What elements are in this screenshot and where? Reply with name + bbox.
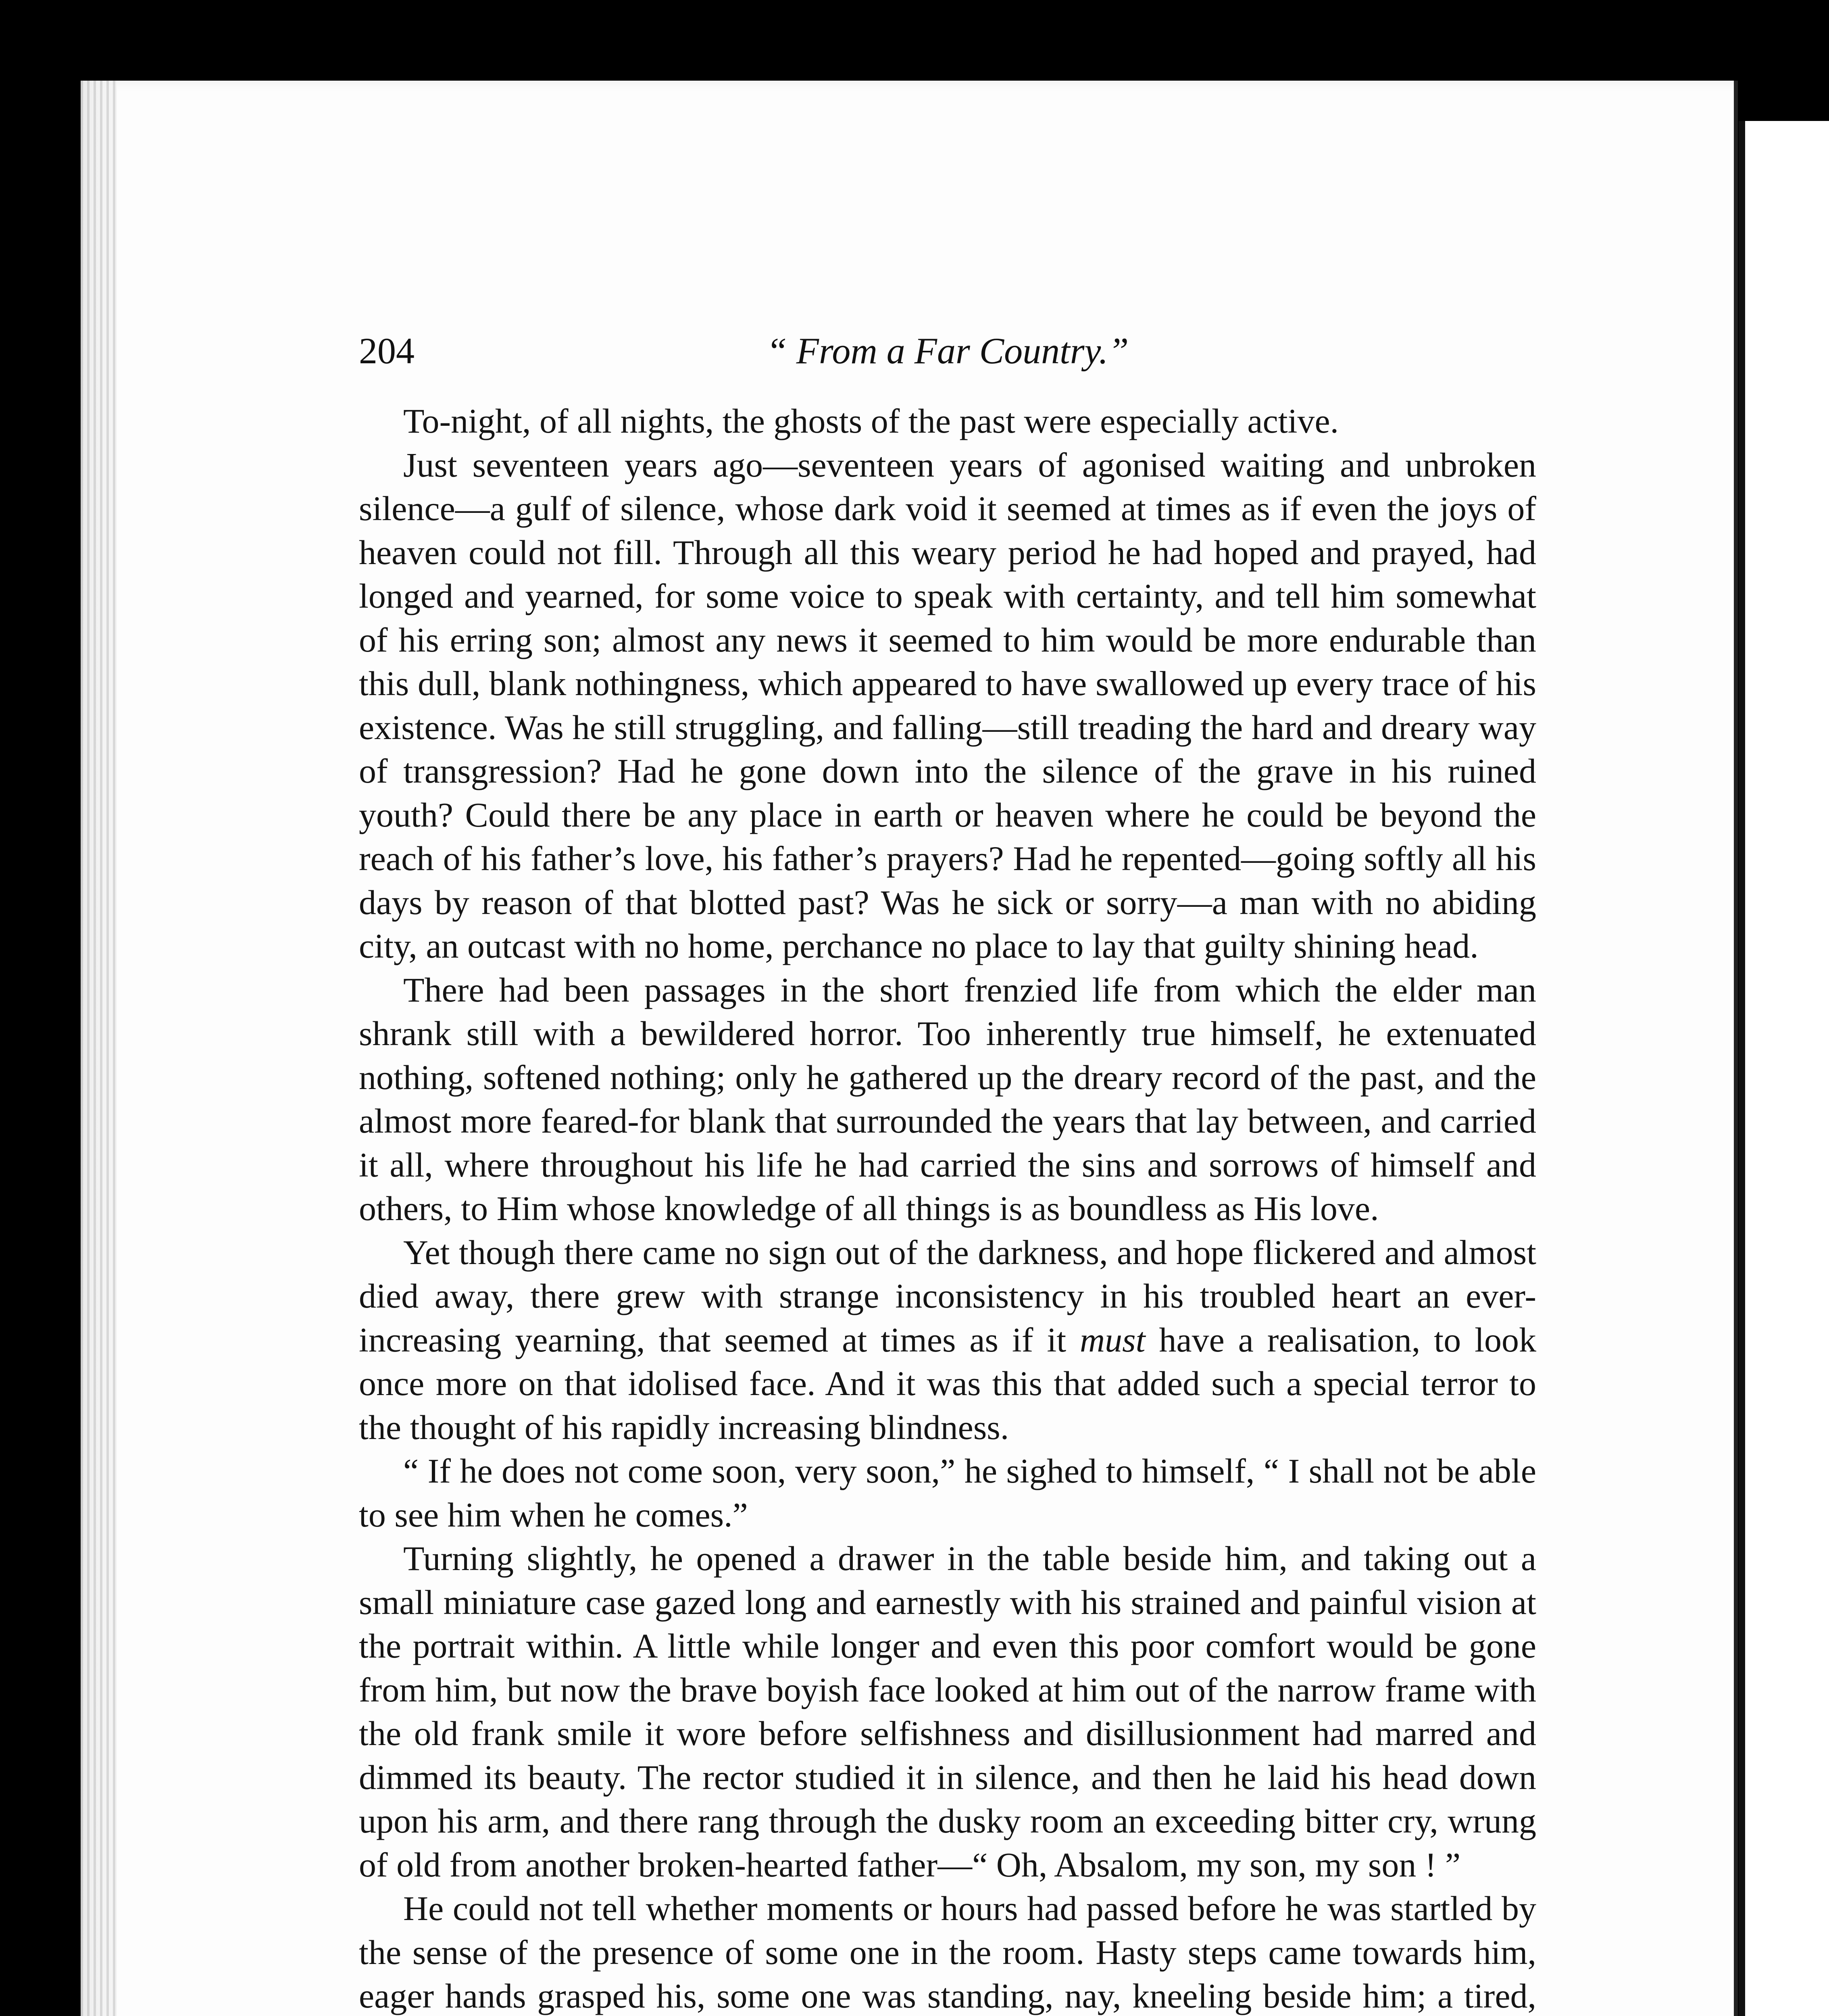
paragraph-1 [359,399,1536,443]
paragraph-text: have a realisation, to look once more on that idolised face. And it was this that added such a special terror to the thought of his rapidly increasing blindness. [359,1320,1536,1447]
italic-emphasis: must [1080,1320,1146,1359]
paragraph-text: Turning slightly, he opened a drawer in the table beside him, and taking out a small miniature case gazed long and earnestly with his strained and painful vision at the portrait within. A little while longer and even this poor comfort would be gone from him, but now the brave boyish face looked at him out of the narrow frame with the old frank smile it wore before selfishness and disillusionment had marred and dimmed its beauty. The rector studied it in silence, and then he laid his head down upon his arm, and there rang through the dusky room an exceeding bitter cry, wrung of old from another broken-hearted father—“ Oh, Absalom, my son, my son ! ” [359,1539,1536,1884]
body-text [359,399,1536,2016]
paragraph-3 [359,968,1536,1231]
paragraph-text: Yet though there came no sign out of the darkness, and hope flickered and almost died away, there grew with strange inconsistency in his troubled heart an ever-increasing yearning, that seemed at times as if it [359,1233,1536,1359]
paragraph-6 [359,1537,1536,1887]
paragraph-text: He could not tell whether moments or hours had passed before he was startled by the sense of the presence of some one in the room. Hasty steps came towards him, eager hands grasped his, some one was standing, nay, kneeling beside him; a tired, [359,1889,1536,2015]
paragraph-7 [359,1887,1536,2016]
page-header [359,327,1536,375]
paragraph-text: “ If he does not come soon, very soon,” he sighed to himself, “ I shall not be able to see him when he comes.” [359,1452,1536,1534]
page-stack-left-edge [81,81,117,2016]
paragraph-text: Just seventeen years ago—seventeen years of agonised waiting and unbroken silence—a gulf of silence, whose dark void it seemed at times as if even the joys of heaven could not fill. Through all this weary period he had hoped and prayed, had longed and yearned, for some voice to speak with certainty, and tell him somewhat of his erring son; almost any news it seemed to him would be more endurable than this dull, blank nothingness, which appeared to have swallowed up every trace of his existence. Was he still struggling, and falling—still treading the hard and dreary way of transgression? Had he gone down into the silence of the grave in his ruined youth? Could there be any place in earth or heaven where he could be beyond the reach of his father’s love, his father’s prayers? Had he repented—going softly all his days by reason of that blotted past? Was he sick or sorry—a man with no abiding city, an outcast with no home, perchance no place to lay that guilty shining head. [359,445,1536,965]
facing-page-edge [1739,121,1829,2016]
page-number: 204 [359,330,415,371]
paragraph-text: To-night, of all nights, the ghosts of the past were especially active. [403,402,1339,440]
paragraph-text: There had been passages in the short frenzied life from which the elder man shrank still with a bewildered horror. Too inherently true himself, he extenuated nothing, softened nothing; only he gathered up the dreary record of the past, and the almost more feared-for blank that surrounded the years that lay between, and carried it all, where throughout his life he had carried the sins and sorrows of himself and others, to Him whose knowledge of all things is as boundless as His love. [359,970,1536,1228]
paragraph-5 [359,1449,1536,1537]
paragraph-4 [359,1231,1536,1450]
paragraph-2 [359,443,1536,968]
running-title: “ From a Far Country.” [766,330,1129,371]
